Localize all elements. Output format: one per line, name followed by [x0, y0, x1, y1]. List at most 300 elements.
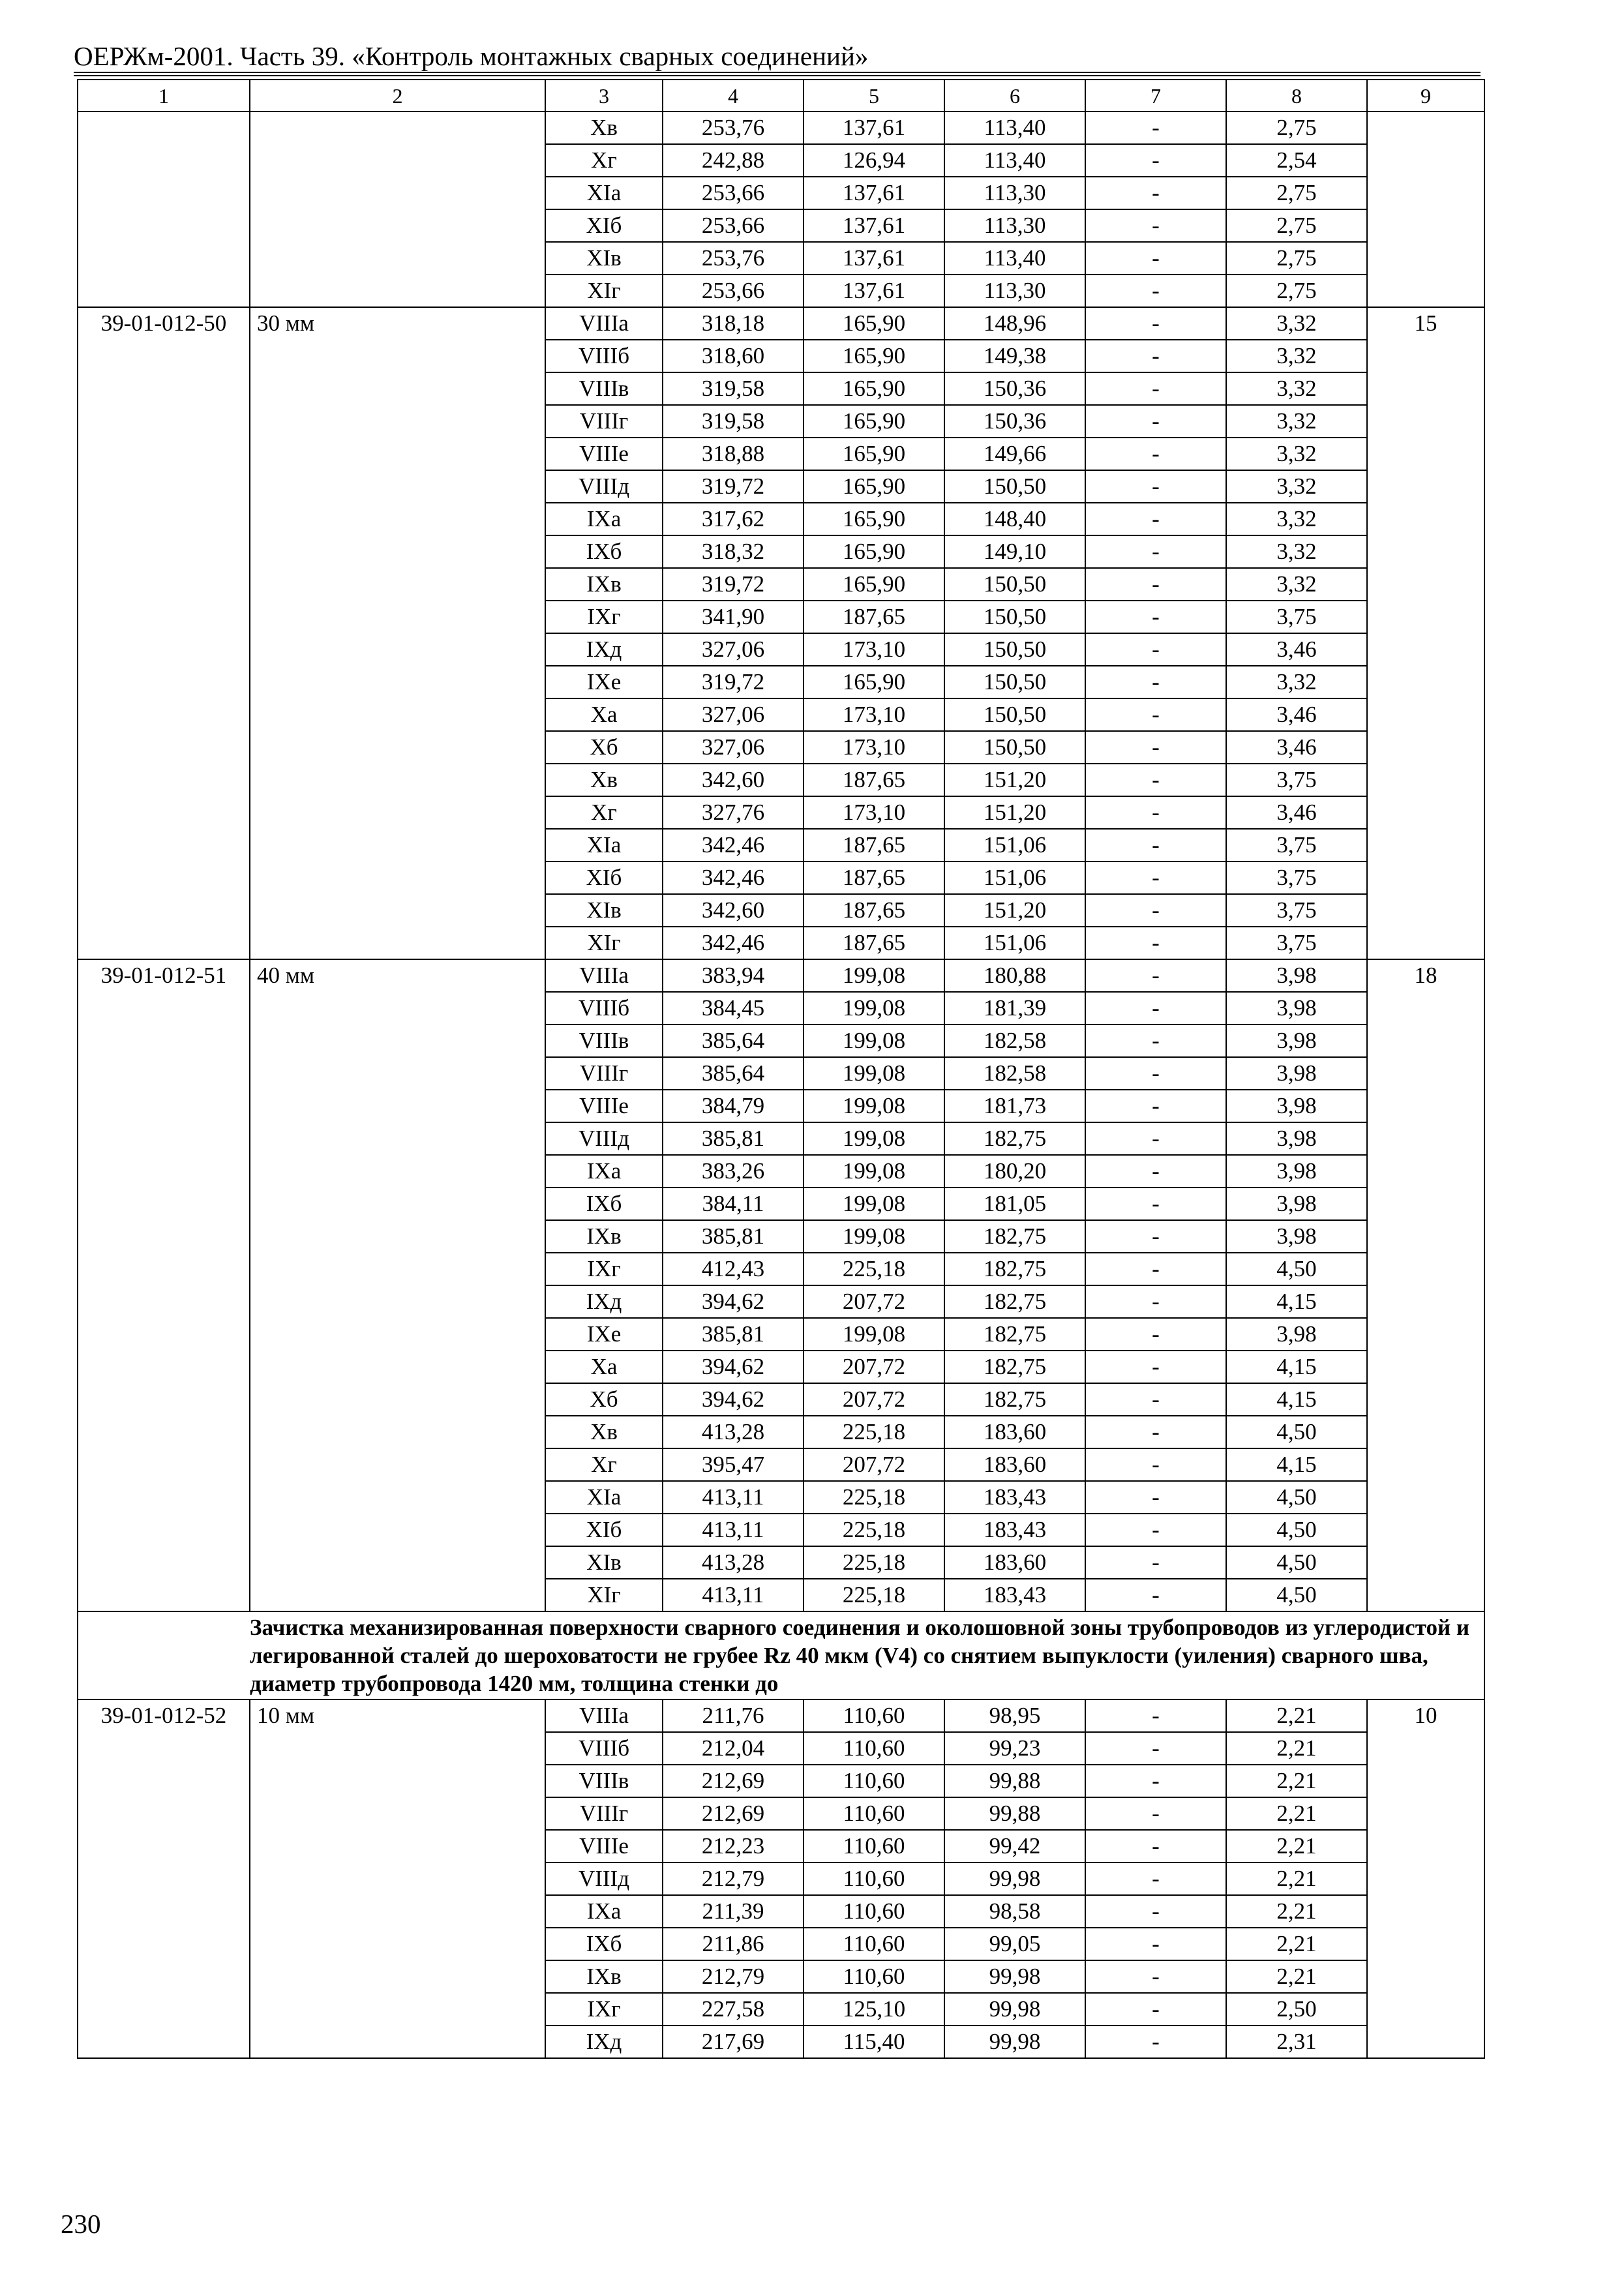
- table-cell: 151,06: [944, 829, 1085, 861]
- table-cell: -: [1085, 698, 1226, 731]
- table-cell: VIIIв: [545, 1765, 663, 1797]
- column-header: 7: [1085, 80, 1226, 112]
- table-cell: 150,50: [944, 470, 1085, 503]
- table-cell: 165,90: [804, 666, 944, 698]
- table-cell: -: [1085, 405, 1226, 438]
- table-cell: XIв: [545, 242, 663, 275]
- table-cell: 327,06: [663, 633, 804, 666]
- table-cell: -: [1085, 959, 1226, 992]
- table-cell: 225,18: [804, 1546, 944, 1579]
- table-cell: 327,06: [663, 731, 804, 764]
- table-cell: 199,08: [804, 1122, 944, 1155]
- table-cell: -: [1085, 1122, 1226, 1155]
- section-description: Зачистка механизированная поверхности сварного соединения и околошовной зоны трубопроводов из углеродистой и легированной сталей до шероховатости не грубее Rz 40 мкм (V4) со снятием выпуклости (уиления) сварного шва, диаметр трубопровода 1420 мм, толщина стенки до: [250, 1611, 1484, 1699]
- table-cell: 110,60: [804, 1765, 944, 1797]
- table-cell: 4,50: [1226, 1253, 1367, 1285]
- table-cell: 341,90: [663, 601, 804, 633]
- table-cell: 199,08: [804, 1025, 944, 1057]
- document-header: ОЕРЖм-2001. Часть 39. «Контроль монтажных сварных соединений»: [74, 41, 869, 71]
- table-cell: VIIIв: [545, 1025, 663, 1057]
- table-cell: -: [1085, 470, 1226, 503]
- table-cell: 110,60: [804, 1732, 944, 1765]
- table-cell: 150,50: [944, 568, 1085, 601]
- table-cell: 113,40: [944, 112, 1085, 144]
- table-cell: 212,04: [663, 1732, 804, 1765]
- table-cell: -: [1085, 829, 1226, 861]
- table-cell: 318,18: [663, 307, 804, 340]
- table-cell: 253,66: [663, 275, 804, 307]
- table-cell: Xб: [545, 1383, 663, 1416]
- empty-cell: [1367, 112, 1484, 307]
- table-cell: IXа: [545, 503, 663, 535]
- table-cell: 113,30: [944, 209, 1085, 242]
- table-cell: -: [1085, 1863, 1226, 1895]
- table-cell: XIб: [545, 209, 663, 242]
- table-cell: 99,98: [944, 1960, 1085, 1993]
- table-cell: 4,15: [1226, 1351, 1367, 1383]
- header-rule: [74, 72, 1481, 76]
- table-cell: -: [1085, 1514, 1226, 1546]
- table-cell: XIв: [545, 894, 663, 927]
- rate-column-9: 18: [1367, 959, 1484, 1611]
- table-cell: 3,98: [1226, 1220, 1367, 1253]
- table-cell: 110,60: [804, 1797, 944, 1830]
- table-cell: 199,08: [804, 1220, 944, 1253]
- table-cell: VIIIг: [545, 1057, 663, 1090]
- table-cell: 99,98: [944, 2026, 1085, 2058]
- table-cell: 99,88: [944, 1765, 1085, 1797]
- table-cell: Xа: [545, 698, 663, 731]
- table-cell: Xв: [545, 1416, 663, 1448]
- table-cell: -: [1085, 275, 1226, 307]
- table-cell: 3,46: [1226, 796, 1367, 829]
- page-number: 230: [61, 2209, 101, 2239]
- table-cell: 3,46: [1226, 633, 1367, 666]
- table-cell: 212,69: [663, 1797, 804, 1830]
- table-cell: -: [1085, 601, 1226, 633]
- table-cell: 225,18: [804, 1253, 944, 1285]
- table-cell: 165,90: [804, 307, 944, 340]
- table-cell: 385,81: [663, 1122, 804, 1155]
- table-cell: 253,66: [663, 209, 804, 242]
- table-cell: 149,10: [944, 535, 1085, 568]
- table-cell: VIIIд: [545, 470, 663, 503]
- table-cell: -: [1085, 1253, 1226, 1285]
- table-cell: -: [1085, 112, 1226, 144]
- table-cell: 4,50: [1226, 1416, 1367, 1448]
- table-cell: 2,21: [1226, 1732, 1367, 1765]
- table-cell: XIг: [545, 1579, 663, 1611]
- table-cell: 110,60: [804, 1895, 944, 1928]
- table-cell: VIIIд: [545, 1122, 663, 1155]
- rate-description: 40 мм: [250, 959, 545, 1611]
- column-header: 6: [944, 80, 1085, 112]
- table-cell: 150,50: [944, 698, 1085, 731]
- table-cell: 3,75: [1226, 829, 1367, 861]
- table-cell: 385,81: [663, 1318, 804, 1351]
- table-cell: 225,18: [804, 1514, 944, 1546]
- table-cell: 2,21: [1226, 1863, 1367, 1895]
- table-cell: 413,11: [663, 1481, 804, 1514]
- table-cell: VIIIе: [545, 438, 663, 470]
- table-cell: 342,60: [663, 894, 804, 927]
- table-cell: 137,61: [804, 112, 944, 144]
- table-cell: 3,32: [1226, 405, 1367, 438]
- table-cell: -: [1085, 1830, 1226, 1863]
- table-cell: 110,60: [804, 1928, 944, 1960]
- table-cell: IXа: [545, 1895, 663, 1928]
- table-cell: -: [1085, 1025, 1226, 1057]
- table-cell: 225,18: [804, 1416, 944, 1448]
- rate-column-9: 10: [1367, 1699, 1484, 2058]
- table-cell: 187,65: [804, 601, 944, 633]
- table-cell: IXд: [545, 1285, 663, 1318]
- table-cell: 413,28: [663, 1416, 804, 1448]
- table-cell: 413,28: [663, 1546, 804, 1579]
- table-cell: 182,75: [944, 1285, 1085, 1318]
- table-cell: 327,06: [663, 698, 804, 731]
- table-cell: 183,60: [944, 1546, 1085, 1579]
- table-cell: VIIIг: [545, 1797, 663, 1830]
- table-cell: -: [1085, 1579, 1226, 1611]
- column-header: 8: [1226, 80, 1367, 112]
- table-cell: 319,58: [663, 405, 804, 438]
- table-cell: 182,75: [944, 1351, 1085, 1383]
- table-cell: 383,94: [663, 959, 804, 992]
- table-cell: -: [1085, 568, 1226, 601]
- table-cell: 385,81: [663, 1220, 804, 1253]
- table-cell: 384,79: [663, 1090, 804, 1122]
- table-cell: 3,32: [1226, 666, 1367, 698]
- table-cell: XIб: [545, 861, 663, 894]
- table-cell: 3,75: [1226, 601, 1367, 633]
- table-cell: IXг: [545, 1253, 663, 1285]
- table-cell: 182,75: [944, 1383, 1085, 1416]
- table-cell: 318,88: [663, 438, 804, 470]
- table-cell: 199,08: [804, 1155, 944, 1188]
- table-cell: -: [1085, 1732, 1226, 1765]
- table-cell: 99,42: [944, 1830, 1085, 1863]
- table-cell: -: [1085, 633, 1226, 666]
- column-header: 3: [545, 80, 663, 112]
- table-cell: 385,64: [663, 1025, 804, 1057]
- table-cell: 2,75: [1226, 242, 1367, 275]
- table-cell: XIб: [545, 1514, 663, 1546]
- table-cell: 2,21: [1226, 1830, 1367, 1863]
- table-cell: 150,50: [944, 633, 1085, 666]
- table-cell: XIг: [545, 927, 663, 959]
- table-cell: -: [1085, 927, 1226, 959]
- table-cell: 173,10: [804, 633, 944, 666]
- table-row: [78, 1699, 1484, 1732]
- table-row: [78, 307, 1484, 340]
- table-cell: -: [1085, 1797, 1226, 1830]
- table-cell: IXв: [545, 1960, 663, 1993]
- table-cell: 150,36: [944, 405, 1085, 438]
- table-cell: 165,90: [804, 340, 944, 372]
- table-cell: IXе: [545, 1318, 663, 1351]
- table-cell: 182,75: [944, 1220, 1085, 1253]
- table-cell: VIIIб: [545, 992, 663, 1025]
- table-cell: 199,08: [804, 1318, 944, 1351]
- table-cell: -: [1085, 372, 1226, 405]
- table-cell: 413,11: [663, 1514, 804, 1546]
- table-cell: 181,73: [944, 1090, 1085, 1122]
- table-cell: 181,39: [944, 992, 1085, 1025]
- table-cell: IXб: [545, 535, 663, 568]
- table-cell: 180,20: [944, 1155, 1085, 1188]
- table-cell: 3,98: [1226, 1090, 1367, 1122]
- table-cell: 3,32: [1226, 307, 1367, 340]
- table-cell: -: [1085, 764, 1226, 796]
- table-cell: 187,65: [804, 764, 944, 796]
- table-row: [78, 112, 1484, 144]
- table-cell: VIIIв: [545, 372, 663, 405]
- table-cell: IXб: [545, 1928, 663, 1960]
- table-cell: 113,30: [944, 275, 1085, 307]
- table-cell: -: [1085, 1416, 1226, 1448]
- column-header: 4: [663, 80, 804, 112]
- table-cell: 99,98: [944, 1863, 1085, 1895]
- table-cell: 319,72: [663, 666, 804, 698]
- table-cell: 3,75: [1226, 927, 1367, 959]
- table-cell: 181,05: [944, 1188, 1085, 1220]
- table-cell: 225,18: [804, 1481, 944, 1514]
- table-cell: -: [1085, 1285, 1226, 1318]
- table-cell: 165,90: [804, 438, 944, 470]
- table-cell: 99,05: [944, 1928, 1085, 1960]
- table-cell: 212,79: [663, 1960, 804, 1993]
- table-cell: 2,31: [1226, 2026, 1367, 2058]
- table-cell: 327,76: [663, 796, 804, 829]
- table-cell: 211,86: [663, 1928, 804, 1960]
- table-cell: 207,72: [804, 1285, 944, 1318]
- table-cell: 342,60: [663, 764, 804, 796]
- column-header-row: [78, 80, 1484, 112]
- table-cell: 2,21: [1226, 1797, 1367, 1830]
- table-cell: -: [1085, 1895, 1226, 1928]
- table-cell: 137,61: [804, 177, 944, 209]
- table-cell: 318,32: [663, 535, 804, 568]
- table-cell: 383,26: [663, 1155, 804, 1188]
- table-cell: 3,75: [1226, 894, 1367, 927]
- table-cell: IXв: [545, 1220, 663, 1253]
- table-cell: 319,72: [663, 568, 804, 601]
- table-cell: -: [1085, 1090, 1226, 1122]
- table-cell: 342,46: [663, 829, 804, 861]
- table-cell: 182,75: [944, 1318, 1085, 1351]
- rate-column-9: 15: [1367, 307, 1484, 959]
- table-cell: 3,98: [1226, 992, 1367, 1025]
- column-header: 2: [250, 80, 545, 112]
- rate-code: 39-01-012-51: [78, 959, 250, 1611]
- table-cell: -: [1085, 2026, 1226, 2058]
- table-cell: -: [1085, 1699, 1226, 1732]
- table-cell: 150,36: [944, 372, 1085, 405]
- table-cell: 394,62: [663, 1383, 804, 1416]
- table-cell: 319,58: [663, 372, 804, 405]
- table-cell: 4,50: [1226, 1579, 1367, 1611]
- table-cell: 151,20: [944, 894, 1085, 927]
- table-cell: 2,54: [1226, 144, 1367, 177]
- table-cell: -: [1085, 1351, 1226, 1383]
- table-cell: -: [1085, 796, 1226, 829]
- table-cell: 150,50: [944, 601, 1085, 633]
- table-cell: -: [1085, 1928, 1226, 1960]
- table-cell: 4,15: [1226, 1285, 1367, 1318]
- table-cell: 199,08: [804, 1188, 944, 1220]
- table-cell: 217,69: [663, 2026, 804, 2058]
- table-cell: 2,75: [1226, 209, 1367, 242]
- table-cell: 137,61: [804, 275, 944, 307]
- rates-table: [77, 79, 1485, 2059]
- table-cell: VIIIа: [545, 1699, 663, 1732]
- table-cell: 3,98: [1226, 959, 1367, 992]
- table-cell: 182,75: [944, 1122, 1085, 1155]
- empty-cell: [250, 112, 545, 307]
- table-cell: 149,38: [944, 340, 1085, 372]
- table-cell: 385,64: [663, 1057, 804, 1090]
- table-cell: IXд: [545, 633, 663, 666]
- table-cell: Xб: [545, 731, 663, 764]
- table-cell: 4,15: [1226, 1448, 1367, 1481]
- table-cell: -: [1085, 1448, 1226, 1481]
- table-cell: 99,98: [944, 1993, 1085, 2026]
- table-cell: -: [1085, 177, 1226, 209]
- table-cell: 182,58: [944, 1025, 1085, 1057]
- table-cell: 3,32: [1226, 503, 1367, 535]
- table-cell: 151,06: [944, 861, 1085, 894]
- table-cell: -: [1085, 666, 1226, 698]
- table-row: [78, 959, 1484, 992]
- table-cell: 165,90: [804, 372, 944, 405]
- table-cell: 113,30: [944, 177, 1085, 209]
- table-cell: VIIIе: [545, 1090, 663, 1122]
- table-cell: 99,88: [944, 1797, 1085, 1830]
- table-cell: -: [1085, 340, 1226, 372]
- table-cell: 253,76: [663, 112, 804, 144]
- table-cell: Xг: [545, 1448, 663, 1481]
- table-cell: 3,32: [1226, 470, 1367, 503]
- table-cell: 3,32: [1226, 372, 1367, 405]
- table-cell: VIIIе: [545, 1830, 663, 1863]
- table-cell: XIа: [545, 829, 663, 861]
- table-cell: 342,46: [663, 861, 804, 894]
- table-cell: 165,90: [804, 470, 944, 503]
- table-cell: VIIIб: [545, 340, 663, 372]
- table-cell: Xв: [545, 112, 663, 144]
- table-cell: 253,66: [663, 177, 804, 209]
- table-cell: 2,21: [1226, 1928, 1367, 1960]
- table-cell: 3,98: [1226, 1122, 1367, 1155]
- table-cell: -: [1085, 1057, 1226, 1090]
- table-cell: 113,40: [944, 144, 1085, 177]
- table-cell: VIIIа: [545, 959, 663, 992]
- table-cell: IXд: [545, 2026, 663, 2058]
- table-cell: IXе: [545, 666, 663, 698]
- table-cell: 165,90: [804, 568, 944, 601]
- table-cell: -: [1085, 1481, 1226, 1514]
- table-cell: -: [1085, 1993, 1226, 2026]
- table-cell: 212,69: [663, 1765, 804, 1797]
- table-cell: 3,75: [1226, 764, 1367, 796]
- table-cell: 318,60: [663, 340, 804, 372]
- rate-code: 39-01-012-50: [78, 307, 250, 959]
- table-cell: -: [1085, 1220, 1226, 1253]
- table-cell: 148,40: [944, 503, 1085, 535]
- table-cell: 113,40: [944, 242, 1085, 275]
- table-cell: 137,61: [804, 209, 944, 242]
- table-cell: 395,47: [663, 1448, 804, 1481]
- table-cell: 3,98: [1226, 1188, 1367, 1220]
- table-cell: 137,61: [804, 242, 944, 275]
- table-cell: 199,08: [804, 1090, 944, 1122]
- rate-code: 39-01-012-52: [78, 1699, 250, 2058]
- table-cell: 3,46: [1226, 731, 1367, 764]
- table-cell: IXг: [545, 1993, 663, 2026]
- table-cell: 187,65: [804, 894, 944, 927]
- table-cell: Xг: [545, 796, 663, 829]
- table-cell: 2,75: [1226, 275, 1367, 307]
- table-cell: -: [1085, 1188, 1226, 1220]
- table-cell: 3,32: [1226, 340, 1367, 372]
- column-header: 1: [78, 80, 250, 112]
- table-cell: 2,50: [1226, 1993, 1367, 2026]
- table-cell: 99,23: [944, 1732, 1085, 1765]
- table-cell: 2,75: [1226, 112, 1367, 144]
- table-cell: 342,46: [663, 927, 804, 959]
- table-cell: 2,75: [1226, 177, 1367, 209]
- table-cell: -: [1085, 438, 1226, 470]
- table-cell: 2,21: [1226, 1699, 1367, 1732]
- table-cell: 151,20: [944, 796, 1085, 829]
- table-cell: 384,11: [663, 1188, 804, 1220]
- table-cell: 4,50: [1226, 1514, 1367, 1546]
- table-cell: 225,18: [804, 1579, 944, 1611]
- table-cell: 207,72: [804, 1448, 944, 1481]
- table-cell: 3,75: [1226, 861, 1367, 894]
- table-cell: 4,50: [1226, 1546, 1367, 1579]
- table-cell: IXв: [545, 568, 663, 601]
- table-cell: VIIIа: [545, 307, 663, 340]
- table-cell: 207,72: [804, 1383, 944, 1416]
- table-cell: 207,72: [804, 1351, 944, 1383]
- table-cell: -: [1085, 1155, 1226, 1188]
- table-cell: 110,60: [804, 1699, 944, 1732]
- column-header: 9: [1367, 80, 1484, 112]
- table-cell: Xа: [545, 1351, 663, 1383]
- table-cell: 183,43: [944, 1514, 1085, 1546]
- empty-cell: [78, 1611, 250, 1699]
- table-cell: 3,98: [1226, 1155, 1367, 1188]
- table-cell: -: [1085, 894, 1226, 927]
- table-cell: 148,96: [944, 307, 1085, 340]
- rate-description: 10 мм: [250, 1699, 545, 2058]
- table-cell: 187,65: [804, 829, 944, 861]
- table-cell: 182,58: [944, 1057, 1085, 1090]
- table-cell: VIIIд: [545, 1863, 663, 1895]
- table-cell: 110,60: [804, 1863, 944, 1895]
- table-cell: 151,20: [944, 764, 1085, 796]
- table-cell: XIа: [545, 1481, 663, 1514]
- table-cell: -: [1085, 503, 1226, 535]
- table-cell: 151,06: [944, 927, 1085, 959]
- table-cell: 212,79: [663, 1863, 804, 1895]
- table-cell: 199,08: [804, 992, 944, 1025]
- table-cell: 3,32: [1226, 568, 1367, 601]
- table-cell: 187,65: [804, 861, 944, 894]
- table-cell: -: [1085, 307, 1226, 340]
